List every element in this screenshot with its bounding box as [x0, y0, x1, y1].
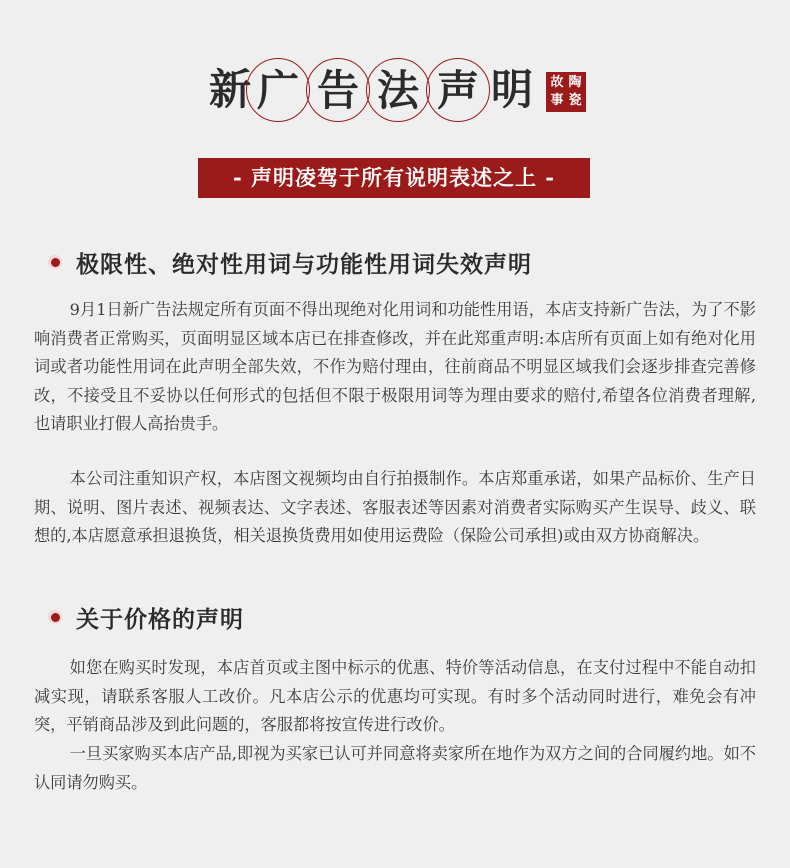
seal-char: 瓷: [568, 93, 582, 108]
title-char: 明: [490, 65, 533, 114]
brand-seal-logo: [546, 72, 586, 112]
section-title: 极限性、绝对性用词与功能性用词失效声明: [76, 250, 532, 278]
paragraph: 本公司注重知识产权，本店图文视频均由自行拍摄制作。本店郑重承诺，如果产品标价、生产日期、说明、图片表述、视频表达、文字表述、客服表述等因素对消费者实际购买产生误导、歧义、联想的,本店愿意承担退换货，相关退换货费用如使用运费险（保险公司承担)或由双方协商解决。: [34, 469, 756, 546]
paragraph: 一旦买家购买本店产品,即视为买家已认可并同意将卖家所在地作为双方之间的合同履约地。如不认同请勿购买。: [34, 744, 756, 792]
bullet-dot-icon: [48, 255, 62, 269]
bullet-dot-icon: [48, 610, 62, 624]
paragraph: 9月1日新广告法规定所有页面不得出现绝对化用词和功能性用语，本店支持新广告法，为了不影响消费者正常购买，页面明显区域本店已在排查修改，并在此郑重声明:本店所有页面上如有绝对化用词或者功能性用词在此声明全部失效，不作为赔付理由，往前商品不明显区域我们会逐步排查完善修改，不接受且不妥协以任何形式的包括但不限于极限用词等为理由要求的赔付,希望各位消费者理解,也请职业打假人高抬贵手。: [34, 300, 756, 434]
section-heading: [48, 245, 532, 279]
section-title: 关于价格的声明: [76, 605, 244, 633]
title-char: 告: [306, 58, 370, 122]
subtitle-banner: - 声明凌驾于所有说明表述之上 -: [198, 158, 590, 198]
seal-char: 故: [550, 75, 564, 90]
title-char: 广: [246, 58, 310, 122]
paragraph: 如您在购买时发现，本店首页或主图中标示的优惠、特价等活动信息，在支付过程中不能自动扣减实现，请联系客服人工改价。凡本店公示的优惠均可实现。有时多个活动同时进行，难免会有冲突，平销商品涉及到此问题的，客服都将按宣传进行改价。: [34, 658, 756, 735]
title-char: 声: [426, 58, 490, 122]
seal-char: 事: [550, 93, 564, 108]
title-char: 法: [366, 58, 430, 122]
page-title: [0, 58, 790, 128]
seal-char: 陶: [568, 75, 582, 90]
title-char: 新: [208, 65, 251, 114]
section-heading: [48, 600, 244, 634]
